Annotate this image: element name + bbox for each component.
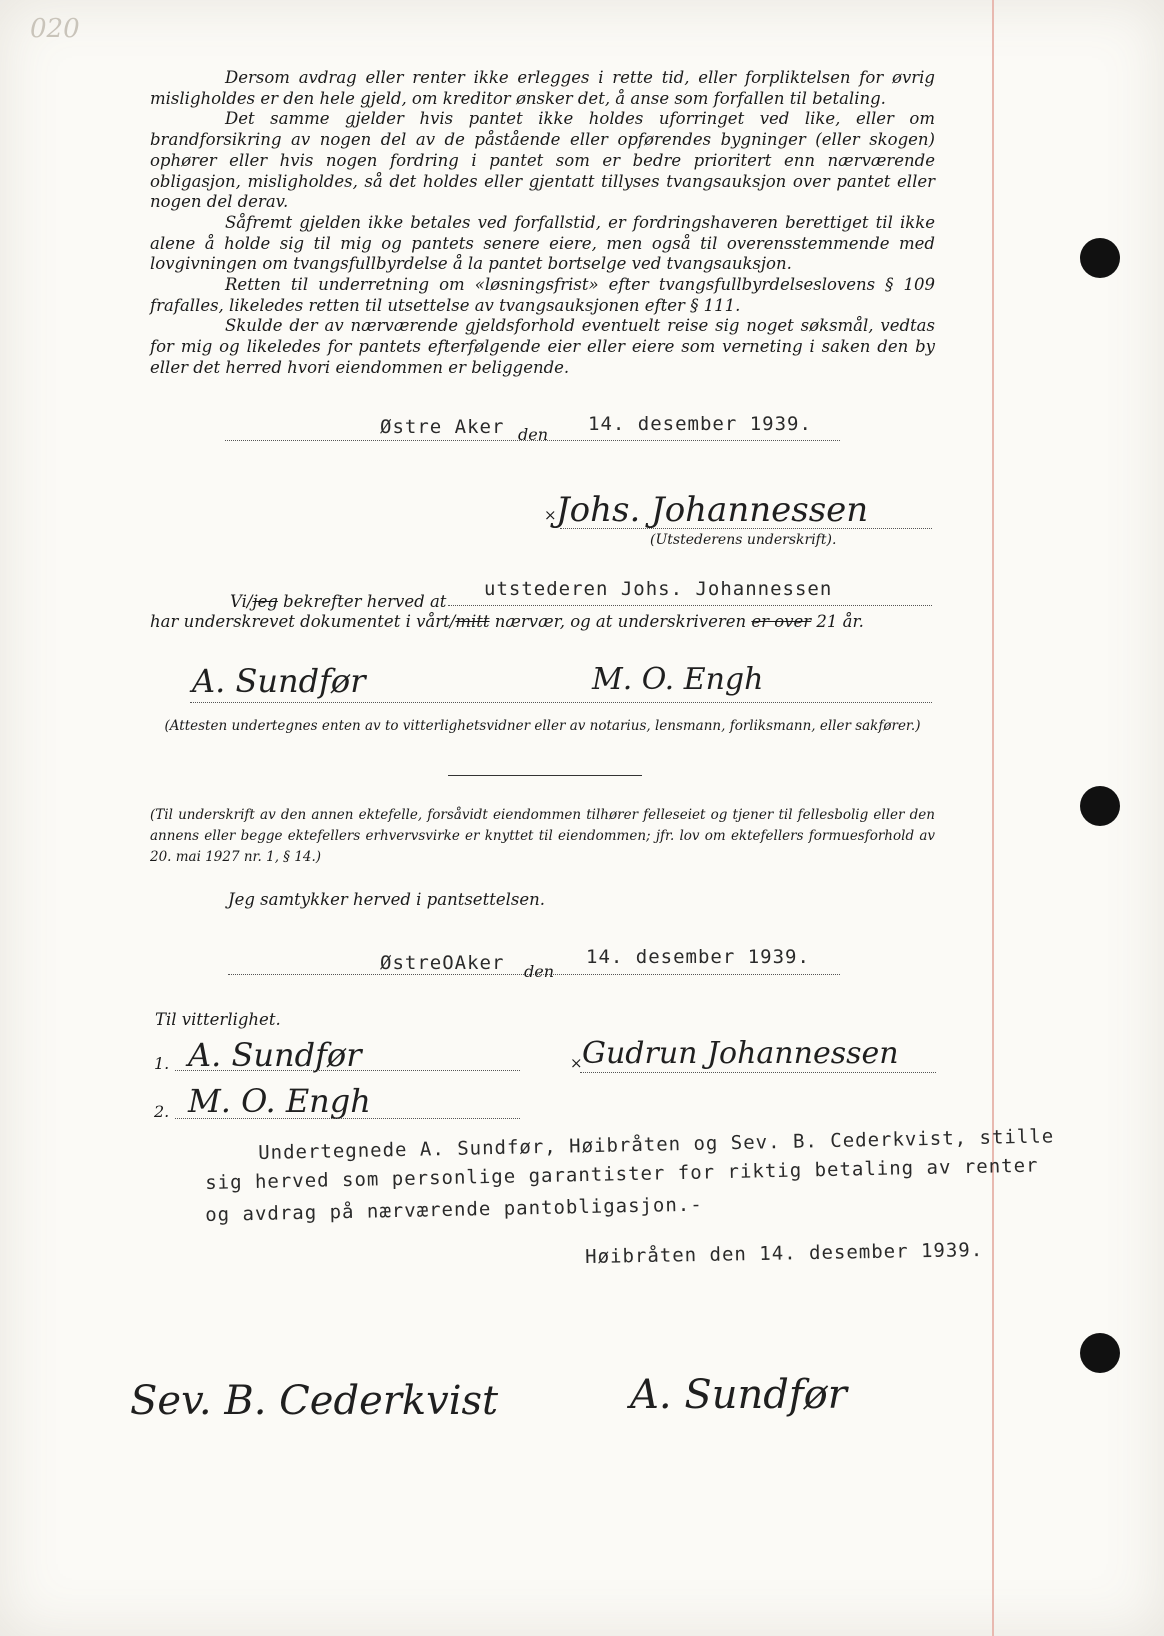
page-number-mark: 020	[30, 14, 80, 44]
divider	[448, 775, 642, 776]
punch-hole	[1080, 238, 1120, 278]
date-typed: 14. desember 1939.	[588, 413, 812, 435]
legal-paragraph: Dersom avdrag eller renter ikke erlegges i rette tid, eller forpliktelsen for øvrig misligholdes er den hele gjeld, om kreditor ønsker det, å anse som forfallen til betaling.	[150, 68, 935, 108]
punch-hole	[1080, 786, 1120, 826]
den-label: den	[518, 425, 549, 444]
guarantee-date: Høibråten den 14. desember 1939.	[585, 1239, 984, 1268]
guarantor-signature-left: Sev. B. Cederkvist	[130, 1378, 499, 1424]
witness-statement-line2	[150, 612, 864, 631]
punch-hole	[1080, 1333, 1120, 1373]
x-mark: ×	[570, 1054, 583, 1072]
text-part: 21 år.	[811, 612, 864, 631]
x-mark: ×	[544, 506, 557, 524]
struck-text: mitt	[455, 612, 490, 631]
guarantee-line: Undertegnede A. Sundfør, Høibråten og Sev. B. Cederkvist, stille	[258, 1125, 1055, 1164]
witness-number-2: 2.	[154, 1102, 170, 1121]
witness-line-1	[175, 1070, 520, 1071]
witness-signature-left: A. Sundfør	[192, 662, 366, 700]
witness-line-2	[175, 1118, 520, 1119]
attest-note: (Attesten undertegnes enten av to vitterlighetsvidner eller av notarius, lensmann, forliksmann, eller sakfører.)	[164, 718, 921, 734]
struck-text: er over	[751, 612, 812, 631]
text-part: har underskrevet dokumentet i vårt/	[150, 612, 456, 631]
place-typed-2: ØstreOAker	[380, 952, 505, 974]
struck-text: jeg	[252, 592, 278, 611]
vitterlighet-signature-1: A. Sundfør	[188, 1036, 362, 1074]
spouse-signature: Gudrun Johannessen	[582, 1036, 899, 1071]
date-typed-2: 14. desember 1939.	[586, 946, 810, 968]
issuer-signature: Johs. Johannessen	[556, 490, 869, 530]
legal-paragraph: Det samme gjelder hvis pantet ikke holdes uforringet ved like, eller om brandforsikring av nogen del av de påstående eller opførendes bygninger (eller skogen) ophører eller hvis nogen fordring i pantet som er bedre prioritert enn nærværende obligasjon, misligholdes, så det holdes eller gjentatt tillyses tvangsauksjon over pantet eller nogen del derav.	[150, 109, 935, 212]
witness-signature-right: M. O. Engh	[592, 662, 764, 697]
legal-paragraph: Såfremt gjelden ikke betales ved forfallstid, er fordringshaveren berettiget til ikke alene å holde sig til mig og pantets senere eiere, men også til overensstemmende med lovgivningen om tvangsfullbyrdelse å la pantet bortselge ved tvangsauksjon.	[150, 212, 935, 274]
den-label-2: den	[524, 962, 555, 981]
issuer-caption: (Utstederens underskrift).	[650, 532, 837, 548]
vitterlighet-signature-2: M. O. Engh	[188, 1082, 371, 1120]
witness-signature-line	[190, 702, 932, 703]
witness-typed: utstederen Johs. Johannessen	[484, 578, 833, 600]
spouse-signature-line	[580, 1072, 936, 1073]
guarantee-line: og avdrag på nærværende pantobligasjon.-	[205, 1193, 703, 1226]
signature-line	[560, 528, 932, 529]
spouse-note: (Til underskrift av den annen ektefelle, forsåvidt eiendommen tilhører felleseiet og tjener til fellesbolig eller den annens eller begge ektefellers erhvervsvirke er knyttet til eiendommen; jfr. lov om ektefellers formuesforhold av 20. mai 1927 nr. 1, § 14.)	[150, 807, 935, 865]
witness-typed-line	[448, 605, 932, 606]
witness-number-1: 1.	[154, 1054, 170, 1073]
vitterlighet-label: Til vitterlighet.	[155, 1010, 281, 1029]
witness-statement-line1	[230, 592, 446, 611]
legal-terms	[150, 68, 935, 379]
guarantee-line: sig herved som personlige garantister for riktig betaling av renter	[205, 1154, 1039, 1194]
guarantor-signature-right: A. Sundfør	[630, 1372, 847, 1418]
place-typed: Østre Aker	[380, 416, 505, 438]
text-part: Vi/	[230, 592, 253, 611]
legal-paragraph: Skulde der av nærværende gjeldsforhold eventuelt reise sig noget søksmål, vedtas for mig og likeledes for pantets efterfølgende eier eller eiere som verneting i saken den by eller det herred hvori eiendommen er beliggende.	[150, 316, 935, 377]
consent-text: Jeg samtykker herved i pantsettelsen.	[228, 890, 545, 909]
margin-rule	[992, 0, 994, 1636]
legal-paragraph: Retten til underretning om «løsningsfrist» efter tvangsfullbyrdelseslovens § 109 frafalles, likeledes retten til utsettelse av tvangsauksjonen efter § 111.	[150, 275, 935, 315]
text-part: nærvær, og at underskriveren	[489, 612, 752, 631]
text-part: bekrefter herved at	[277, 592, 447, 611]
